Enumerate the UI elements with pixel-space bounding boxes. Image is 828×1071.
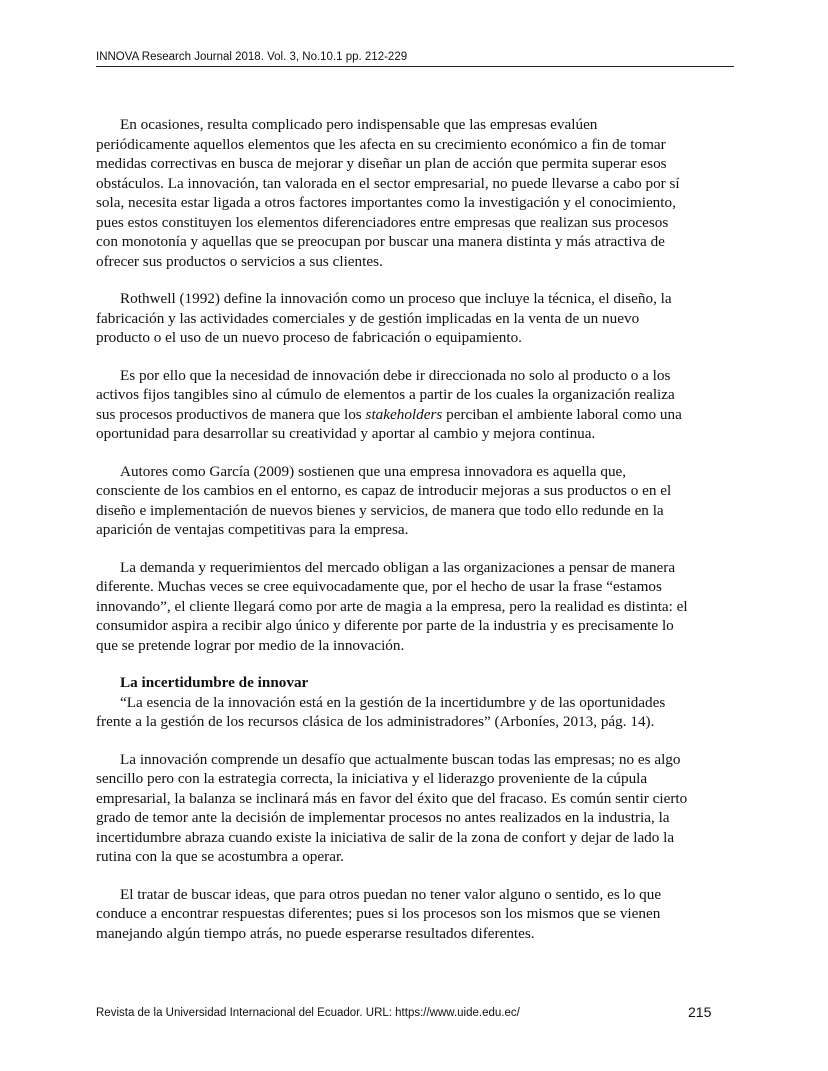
paragraph-line: producto o el uso de un nuevo proceso de fabricación o equipamiento. <box>96 329 522 346</box>
paragraph <box>96 885 724 944</box>
quote-line: frente a la gestión de los recursos clásica de los administradores” (Arboníes, 2013, pág. 14). <box>96 713 655 730</box>
paragraph <box>96 558 724 656</box>
paragraph-line: ofrecer sus productos o servicios a sus clientes. <box>96 252 383 270</box>
paragraph <box>96 750 724 867</box>
paragraph-line: empresarial, la balanza se inclinará más en favor del éxito que del fracaso. Es común sentir cierto <box>96 789 688 807</box>
paragraph-line: activos fijos tangibles sino al cúmulo de elementos a partir de los cuales la organización realiza <box>96 386 675 403</box>
paragraph-line: periódicamente aquellos elementos que les afecta en su crecimiento económico a fin de tomar <box>96 135 666 153</box>
section-heading: La incertidumbre de innovar <box>120 674 309 691</box>
paragraph-line: Rothwell (1992) define la innovación como un proceso que incluye la técnica, el diseño, la <box>120 290 672 307</box>
paragraph-line: sencillo pero con la estrategia correcta, la iniciativa y el liderazgo proveniente de la cúpula <box>96 770 648 787</box>
paragraph-line: oportunidad para desarrollar su creatividad y aportar al cambio y mejora continua. <box>96 425 596 442</box>
text-segment: perciban el ambiente laboral como una <box>446 405 682 423</box>
paragraph-line: manejando algún tiempo atrás, no puede esperarse resultados diferentes. <box>96 924 535 942</box>
paragraph-line: consumidor aspira a recibir algo único y diferente por parte de la industria y es precisamente lo <box>96 617 674 634</box>
paragraph-line: Autores como García (2009) sostienen que una empresa innovadora es aquella que, <box>120 462 627 480</box>
paragraph-line: consciente de los cambios en el entorno, es capaz de introducir mejoras a sus productos o en el <box>96 482 672 499</box>
paragraph-line: incertidumbre abraza cuando existe la iniciativa de salir de la zona de confort y dejar de lado la <box>96 828 675 846</box>
quote-line: “La esencia de la innovación está en la gestión de la incertidumbre y de las oportunidades <box>120 693 666 711</box>
article-body <box>96 115 724 943</box>
paragraph <box>96 289 724 348</box>
running-header: INNOVA Research Journal 2018. Vol. 3, No.10.1 pp. 212-229 <box>96 51 408 63</box>
paragraph-line: La demanda y requerimientos del mercado obligan a las organizaciones a pensar de manera <box>120 558 676 576</box>
paragraph <box>96 366 724 444</box>
paragraph-line: rutina con la que se acostumbra a operar. <box>96 848 344 865</box>
header-rule <box>96 66 734 67</box>
paragraph-line: fabricación y las actividades comerciales y de gestión implicadas en la venta de un nuevo <box>96 309 640 327</box>
paragraph-line: diseño e implementación de nuevos bienes y servicios, de manera que todo ello redunde en la <box>96 501 664 519</box>
paragraph-line: grado de temor ante la decisión de implementar procesos no antes realizados en la industria, la <box>96 809 670 826</box>
paragraph-line-with-term <box>96 405 724 425</box>
paragraph-line: medidas correctivas en busca de mejorar y diseñar un plan de acción que permita superar esos <box>96 155 667 172</box>
paragraph-line: La innovación comprende un desafío que actualmente buscan todas las empresas; no es algo <box>120 750 681 768</box>
paragraph <box>96 462 724 540</box>
text-segment: sus procesos productivos de manera que los <box>96 405 366 423</box>
paragraph-line: obstáculos. La innovación, tan valorada en el sector empresarial, no puede llevarse a cabo por sí <box>96 174 680 192</box>
italic-term: stakeholders <box>365 405 443 423</box>
running-footer: Revista de la Universidad Internacional del Ecuador. URL: https://www.uide.edu.ec/ <box>96 1007 520 1019</box>
paragraph-line: innovando”, el cliente llegará como por arte de magia a la empresa, pero la realidad es distinta: el <box>96 597 688 615</box>
paragraph <box>96 115 724 271</box>
paragraph-line: conduce a encontrar respuestas diferentes; pues si los procesos son los mismos que se vienen <box>96 905 661 922</box>
paragraph-line: Es por ello que la necesidad de innovación debe ir direccionada no solo al producto o a los <box>120 366 671 384</box>
paragraph-line: sola, necesita estar ligada a otros factores importantes como la investigación y el conocimiento, <box>96 194 676 211</box>
paragraph-line: con monotonía y aquellas que se preocupan por buscar una manera distinta y más atractiva de <box>96 233 665 250</box>
paragraph-line: pues estos constituyen los elementos diferenciadores entre empresas que realizan sus procesos <box>96 213 669 231</box>
paragraph-line: diferente. Muchas veces se cree equivocadamente que, por el hecho de usar la frase “estamos <box>96 578 662 595</box>
paragraph-line: En ocasiones, resulta complicado pero indispensable que las empresas evalúen <box>120 116 598 133</box>
section-heading-block <box>96 673 724 732</box>
paragraph-line: El tratar de buscar ideas, que para otros puedan no tener valor alguno o sentido, es lo que <box>120 885 662 903</box>
paragraph-line: que se pretende lograr por medio de la innovación. <box>96 636 405 654</box>
page-number: 215 <box>688 1004 712 1020</box>
paragraph-line: aparición de ventajas competitivas para la empresa. <box>96 521 409 538</box>
